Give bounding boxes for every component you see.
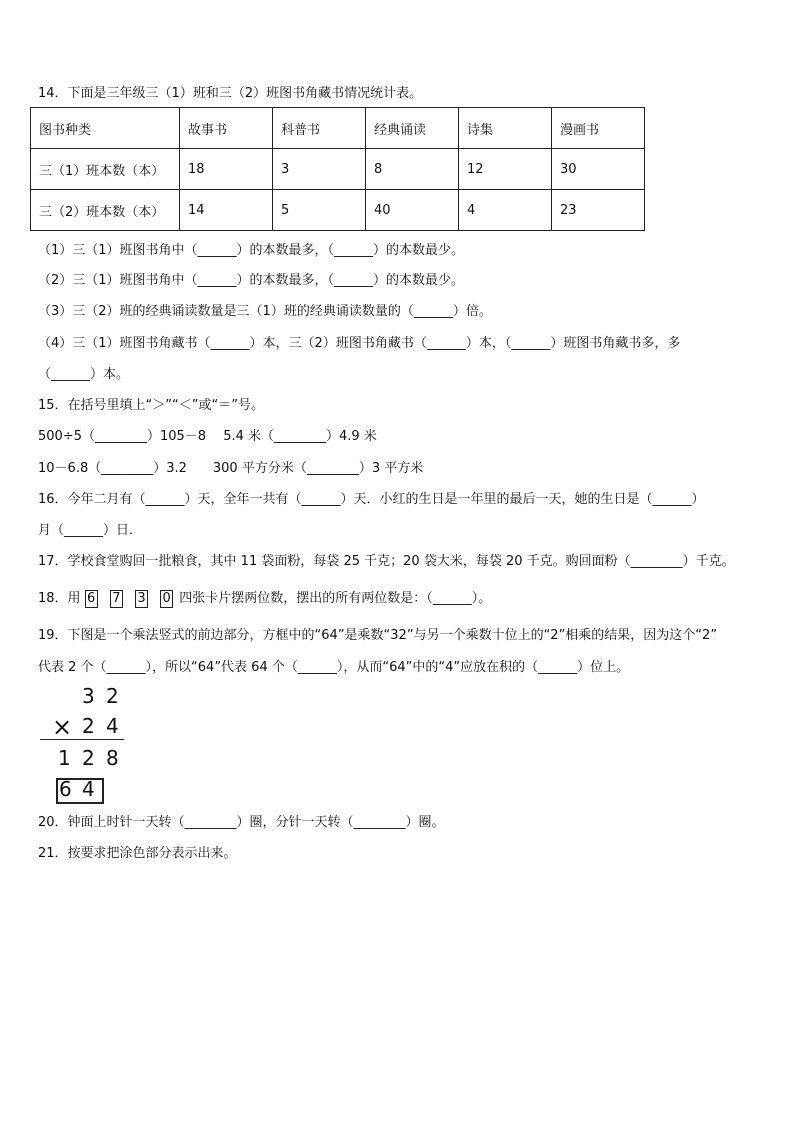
table-cell: 30 [552, 149, 645, 190]
q20-text: 20．钟面上时针一天转（________）圈，分针一天转（________）圈。 [38, 815, 445, 830]
digit: 2 [82, 746, 95, 770]
table-cell: 漫画书 [552, 108, 645, 149]
table-cell: 4 [459, 190, 552, 231]
digit: 4 [106, 714, 119, 738]
q16-line2: 月（______）日． [38, 523, 143, 538]
table-cell: 8 [366, 149, 459, 190]
q14-sub3: （3）三（2）班的经典诵读数量是三（1）班的经典诵读数量的（______）倍。 [38, 304, 492, 319]
table-cell: 诗集 [459, 108, 552, 149]
table-cell: 18 [180, 149, 273, 190]
q16-line1: 16．今年二月有（______）天，全年一共有（______）天．小红的生日是一年里的最后一天，她的生日是（______） [38, 492, 705, 507]
number-card: 0 [160, 590, 173, 608]
table-row [31, 149, 645, 190]
times-sign: × [52, 713, 73, 741]
table-cell: 5 [273, 190, 366, 231]
books-table [30, 107, 645, 231]
digit: 2 [106, 684, 119, 708]
table-cell: 14 [180, 190, 273, 231]
table-cell: 40 [366, 190, 459, 231]
vertical-multiplication [40, 682, 130, 802]
table-cell: 三（1）班本数（本） [31, 149, 180, 190]
number-card: 6 [85, 590, 98, 608]
q15-title: 15．在括号里填上“＞”“＜”或“＝”号。 [38, 398, 264, 413]
digit: 8 [106, 746, 119, 770]
table-cell: 23 [552, 190, 645, 231]
digit: 2 [82, 714, 95, 738]
q14-sub4a: （4）三（1）班图书角藏书（______）本，三（2）班图书角藏书（______）本，（______）班图书角藏书多，多 [38, 336, 681, 351]
table-cell: 图书种类 [31, 108, 180, 149]
table-cell: 经典诵读 [366, 108, 459, 149]
sum-line [40, 739, 124, 740]
digit: 6 [59, 777, 72, 801]
q19-line1: 19．下图是一个乘法竖式的前边部分，方框中的“64”是乘数“32”与另一个乘数十位上的“2”相乘的结果，因为这个“2” [38, 628, 718, 643]
digit: 3 [82, 684, 95, 708]
number-card: 3 [135, 590, 148, 608]
table-cell: 三（2）班本数（本） [31, 190, 180, 231]
table-cell: 12 [459, 149, 552, 190]
digit: 4 [82, 777, 95, 801]
table-row [31, 190, 645, 231]
q21-text: 21．按要求把涂色部分表示出来。 [38, 846, 237, 861]
q15-line2: 10－6.8（________）3.2 300 平方分米（________）3 平方米 [38, 461, 424, 476]
q18-line [38, 590, 491, 608]
table-cell: 故事书 [180, 108, 273, 149]
q14-title: 14．下面是三年级三（1）班和三（2）班图书角藏书情况统计表。 [38, 86, 423, 101]
q14-sub1: （1）三（1）班图书角中（______）的本数最多，（______）的本数最少。 [38, 243, 465, 258]
number-card: 7 [110, 590, 123, 608]
q17-text: 17．学校食堂购回一批粮食，其中 11 袋面粉，每袋 25 千克；20 袋大米，每袋 20 千克。购回面粉（________）千克。 [38, 554, 735, 569]
q14-sub2: （2）三（1）班图书角中（______）的本数最多，（______）的本数最少。 [38, 273, 465, 288]
table-header-row [31, 108, 645, 149]
q18-suffix: 四张卡片摆两位数，摆出的所有两位数是：（______）。 [179, 591, 492, 606]
table-cell: 3 [273, 149, 366, 190]
q14-sub4b: （______）本。 [38, 367, 130, 382]
digit: 1 [58, 746, 71, 770]
q18-prefix: 18．用 [38, 591, 81, 606]
table-cell: 科普书 [273, 108, 366, 149]
q19-line2: 代表 2 个（______），所以“64”代表 64 个（______），从而“64”中的“4”应放在积的（______）位上。 [38, 660, 630, 675]
q15-line1: 500÷5（________）105－8 5.4 米（________）4.9 米 [38, 429, 377, 444]
